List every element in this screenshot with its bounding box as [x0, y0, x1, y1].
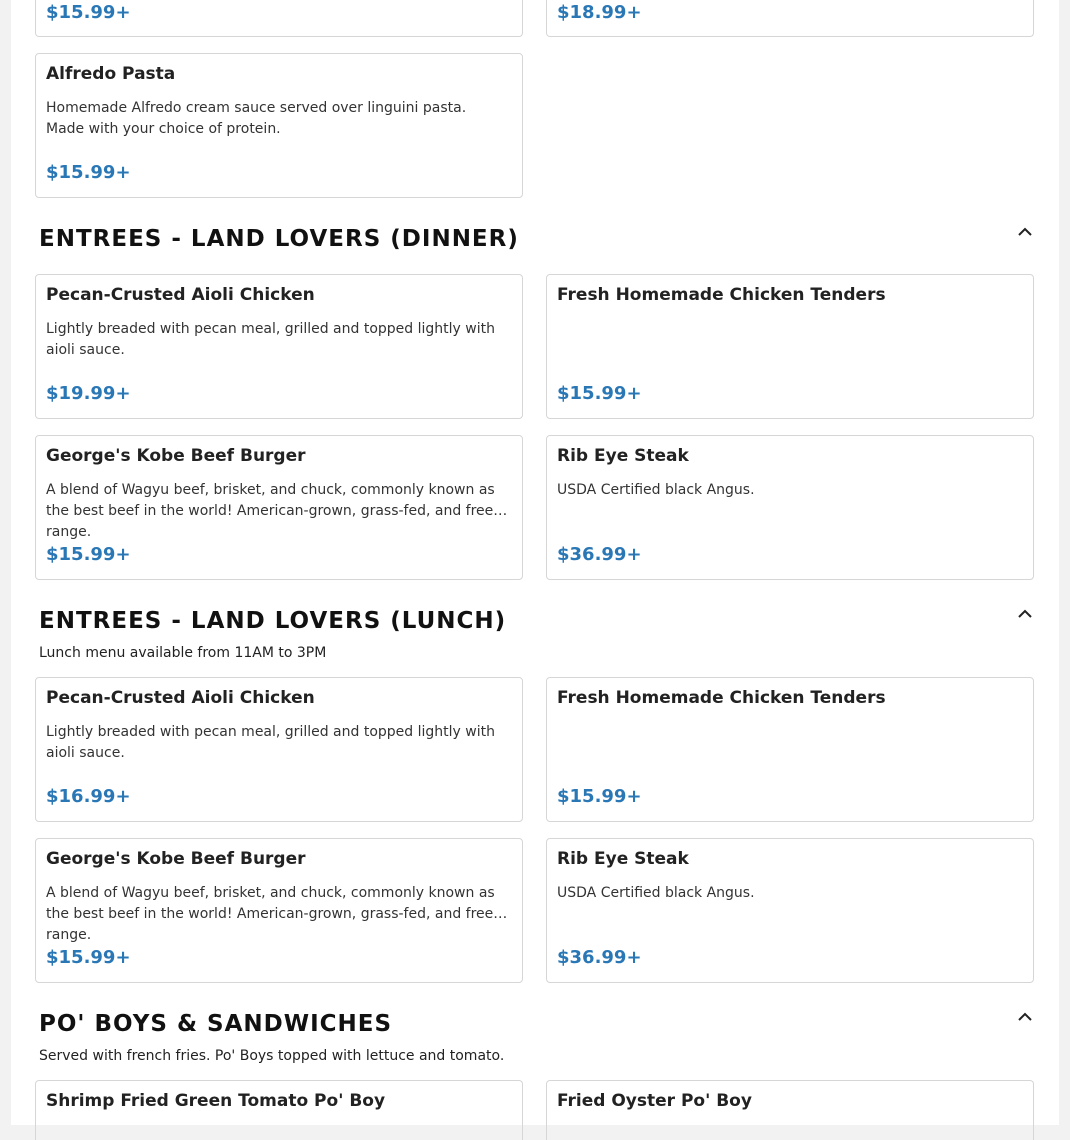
menu-page: [11, 0, 1059, 1125]
item-title: Alfredo Pasta: [46, 64, 176, 84]
item-price: $15.99+: [46, 2, 131, 23]
section-title-land-lovers-lunch: ENTREES - LAND LOVERS (LUNCH): [39, 608, 507, 634]
menu-item-card[interactable]: [35, 677, 523, 822]
chevron-up-icon[interactable]: [1015, 1007, 1035, 1027]
menu-item-card[interactable]: [546, 274, 1034, 419]
item-title: Shrimp Fried Green Tomato Po' Boy: [46, 1091, 386, 1111]
item-price: $15.99+: [46, 947, 131, 968]
item-description: Lightly breaded with pecan meal, grilled and topped lightly with aioli sauce.: [46, 724, 495, 761]
menu-item-card-alfredo-pasta[interactable]: [35, 53, 523, 198]
item-price: $16.99+: [46, 786, 131, 807]
item-title: Rib Eye Steak: [557, 446, 689, 466]
menu-item-card[interactable]: [546, 677, 1034, 822]
item-price: $19.99+: [46, 383, 131, 404]
section-title-land-lovers-dinner: ENTREES - LAND LOVERS (DINNER): [39, 226, 519, 252]
chevron-up-icon[interactable]: [1015, 222, 1035, 242]
menu-item-card[interactable]: [35, 435, 523, 580]
menu-item-card[interactable]: [35, 274, 523, 419]
item-title: Pecan-Crusted Aioli Chicken: [46, 688, 315, 708]
item-price: $15.99+: [46, 162, 131, 183]
item-title: Fresh Homemade Chicken Tenders: [557, 688, 886, 708]
item-description: USDA Certified black Angus.: [557, 885, 755, 901]
item-price: $15.99+: [46, 544, 131, 565]
section-title-po-boys-sandwiches: PO' BOYS & SANDWICHES: [39, 1011, 393, 1037]
menu-item-card[interactable]: [35, 0, 523, 37]
item-price: $15.99+: [557, 786, 642, 807]
item-description: A blend of Wagyu beef, brisket, and chuck, commonly known as the best beef in the world! American-grown, grass-fed, and free-range.: [46, 885, 499, 943]
item-price: $18.99+: [557, 2, 642, 23]
item-title: Rib Eye Steak: [557, 849, 689, 869]
item-title: George's Kobe Beef Burger: [46, 446, 306, 466]
item-price: $36.99+: [557, 544, 642, 565]
menu-item-card[interactable]: [546, 435, 1034, 580]
item-title: Fresh Homemade Chicken Tenders: [557, 285, 886, 305]
item-title: Pecan-Crusted Aioli Chicken: [46, 285, 315, 305]
item-price: $15.99+: [557, 383, 642, 404]
menu-item-card[interactable]: [546, 0, 1034, 37]
section-note: Lunch menu available from 11AM to 3PM: [39, 645, 327, 661]
item-description: Lightly breaded with pecan meal, grilled and topped lightly with aioli sauce.: [46, 321, 495, 358]
section-note: Served with french fries. Po' Boys topped with lettuce and tomato.: [39, 1048, 505, 1064]
menu-item-card[interactable]: [35, 1080, 523, 1140]
item-description: USDA Certified black Angus.: [557, 482, 755, 498]
item-title: George's Kobe Beef Burger: [46, 849, 306, 869]
chevron-up-icon[interactable]: [1015, 604, 1035, 624]
item-price: $36.99+: [557, 947, 642, 968]
item-title: Fried Oyster Po' Boy: [557, 1091, 752, 1111]
menu-item-card[interactable]: [546, 1080, 1034, 1140]
menu-item-card[interactable]: [546, 838, 1034, 983]
item-description: Homemade Alfredo cream sauce served over linguini pasta. Made with your choice of protein.: [46, 100, 467, 137]
menu-item-card[interactable]: [35, 838, 523, 983]
item-description: A blend of Wagyu beef, brisket, and chuck, commonly known as the best beef in the world! American-grown, grass-fed, and free-range.: [46, 482, 499, 540]
